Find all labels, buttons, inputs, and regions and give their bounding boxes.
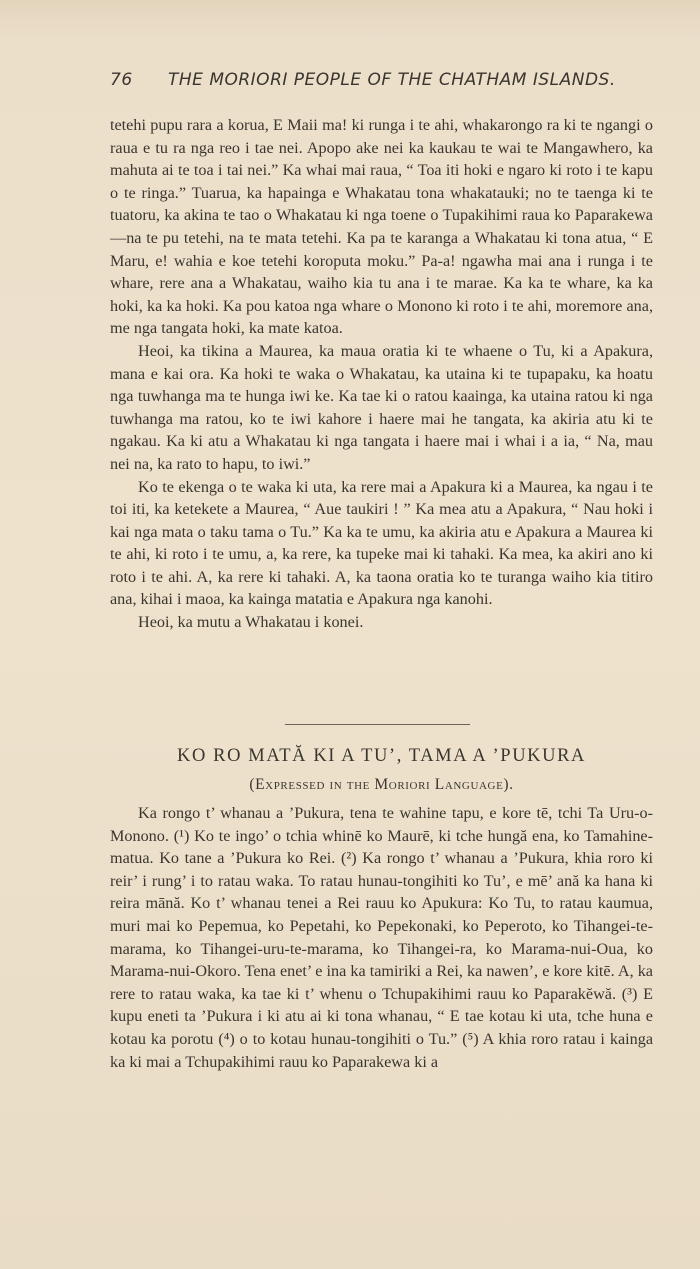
story-text: [110, 114, 653, 634]
paragraph: Ko te ekenga o te waka ki uta, ka rere mai a Apakura ki a Maurea, ka ngau i te toi iti, ka ketekete a Maurea, “ Aue taukiri ! ” Ka mea atu a Apakura, “ Nau hoki i kai nga mata o taku tama o Tu.” Ka ka te umu, ka akiria atu e Apakura a Maurea ki te ahi, ki roto i te umu, a, ka rere, ka tupeke mai ki tahaki. Ka mea, ka akiri ano ki roto i te ahi. A, ka rere ki tahaki. A, ka taona oratia ko te turanga waiho kia titiro ana, kihai i maoa, ka kainga matatia e Apakura nga kanohi.: [110, 477, 653, 609]
paragraph: tetehi pupu rara a korua, E Maii ma! ki runga i te ahi, whakarongo ra ki te ngangi o raua e tu ra nga reo i tae nei. Apopo ake nei ka kaukau te wai te Mangawhero, ka mahuta ai te toa i tai nei.” Ka whai mai raua, “ Toa iti hoki e ngaro ki roto i te kapu o te ringa.” Tuarua, ka hapainga e Whakatau tona whakatauki; no te taenga ki te tuatoru, ka akina te tao o Whakatau ki nga toene o Tupakihimi raua ko Paparakewa—na te pu tetehi, na te mata tetehi. Ka pa te karanga a Whakatau ki tona atua, “ E Maru, e! wahia e koe tetehi koroputa moku.” Pa-a! ngawha mai ana i runga i te whare, rere ana a Whakatau, waiho kia tu ana i te marae. Ka ka te whare, ka ka hoki, ka ka hoki. Ka pou katoa nga whare o Monono ki roto i te ahi, moremore ana, me nga tangata hoki, ka mate katoa.: [110, 116, 653, 338]
section-subtitle: (Expressed in the Moriori Language).: [249, 776, 514, 793]
paragraph: Heoi, ka mutu a Whakatau i konei.: [138, 613, 364, 632]
running-header: [110, 70, 655, 90]
moriori-text: [110, 802, 653, 1073]
section-title: KO RO MATĂ KI A TU’, TAMA A ’PUKURA: [177, 746, 586, 766]
page-number: 76: [110, 70, 133, 90]
section-divider: [285, 724, 470, 725]
paragraph: Heoi, ka tikina a Maurea, ka maua oratia ki te whaene o Tu, ki a Apakura, mana e kai ora. Ka hoki te waka o Whakatau, ka utaina ki te tupapaku, ka hoatu nga tuwhanga ma te hunga iwi ke. Ka tae ki o ratou kaainga, ka utaina ratou ki nga tuwhanga ma ratou, ko te iwi kahore i haere mai he tangata, ka akiria atu ki te ngakau. Ka ki atu a Whakatau ki nga tangata i haere mai i whai i a ia, “ Na, mau nei na, ka rato to hapu, to iwi.”: [110, 341, 653, 473]
running-title: THE MORIORI PEOPLE OF THE CHATHAM ISLANDS.: [168, 70, 616, 90]
paragraph: Ka rongo t’ whanau a ’Pukura, tena te wahine tapu, e kore tē, tchi Ta Uru-o-Monono. (¹) Ko te ingo’ o tchia whinē ko Maurē, ki tche hungă ena, ko Tamahine-matua. Ko tane a ’Pukura ko Rei. (²) Ka rongo t’ whanau a ’Pukura, khia roro ki reir’ i rung’ i to ratau waka. To ratau hunau-tongihiti ko Tu’, e mē’ ană ka hana ki reira mānă. Ko t’ whanau tenei a Rei rauu ko Apukura: Ko Tu, to ratau kaumua, muri mai ko Pepemua, ko Pepetahi, ko Pepekonaki, ko Peperoto, ko Tihangei-te-marama, ko Tihangei-uru-te-marama, ko Tihangei-ra, ko Marama-nui-Oua, ko Marama-nui-Okoro. Tena enet’ e ina ka tamiriki a Rei, ka nawen’, e kore kitē. A, ka rere to ratau waka, ka tae ki t’ whenu o Tchupakihimi rauu ko Paparakĕwă. (³) E kupu eneti ta ’Pukura i ki atu ai ki tona whanau, “ E tae kotau ki uta, tche huna e kotau ka porotu (⁴) o to kotau hunau-tongihiti o Tu.” (⁵) A khia roro ratau i kainga ka ki mai a Tchupakihimi rauu ko Paparakewa ki a: [110, 804, 653, 1071]
